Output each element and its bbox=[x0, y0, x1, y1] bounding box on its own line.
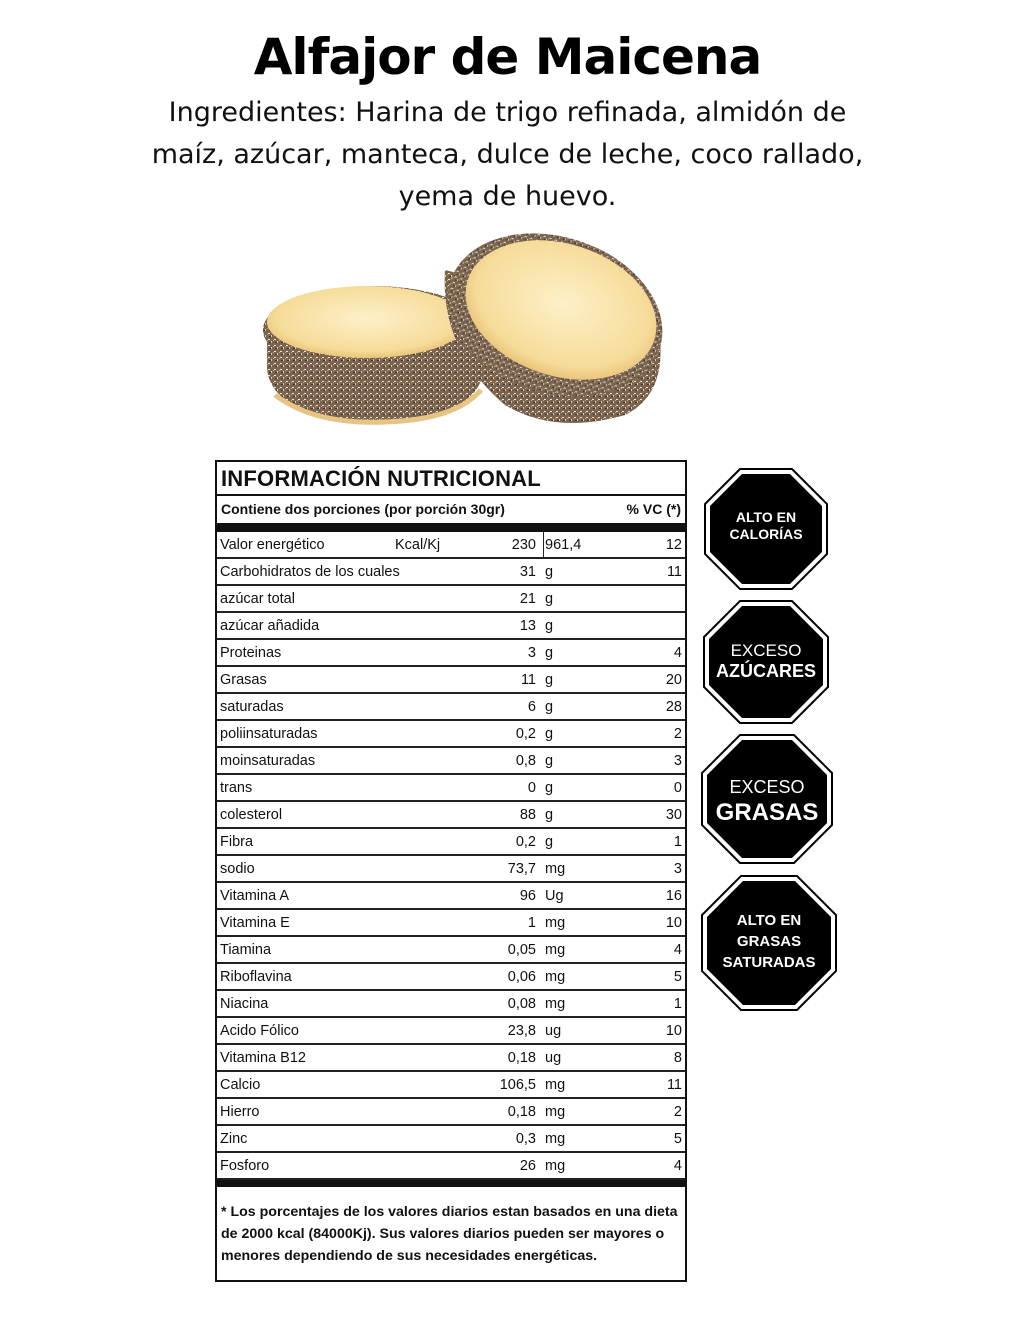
nutrient-row bbox=[217, 1018, 685, 1045]
nutrient-name: Zinc bbox=[220, 1131, 248, 1147]
nutrient-name: Vitamina E bbox=[220, 915, 290, 931]
nutrient-row bbox=[217, 694, 685, 721]
energy-divider bbox=[543, 532, 544, 559]
nutrient-value: 0,18 bbox=[507, 1104, 536, 1120]
nutrient-row bbox=[217, 802, 685, 829]
nutrient-unit: mg bbox=[545, 861, 566, 877]
nutrient-rows bbox=[217, 532, 685, 1180]
nutrient-unit: mg bbox=[545, 942, 566, 958]
serving-header bbox=[217, 496, 685, 532]
vc-header: % VC (*) bbox=[626, 501, 681, 517]
nutrient-pct: 3 bbox=[673, 861, 682, 877]
nutrient-value: 13 bbox=[519, 618, 536, 634]
seal-alto-calorias bbox=[703, 467, 829, 591]
nutrient-pct: 20 bbox=[665, 672, 682, 688]
nutrient-name: Fosforo bbox=[220, 1158, 270, 1174]
nutrient-pct: 11 bbox=[666, 1077, 682, 1093]
nutrient-name: azúcar añadida bbox=[220, 618, 320, 634]
nutrient-value: 0,8 bbox=[515, 753, 536, 769]
nutrient-value: 96 bbox=[519, 888, 536, 904]
nutrient-row bbox=[217, 613, 685, 640]
nutrient-pct: 2 bbox=[673, 1104, 682, 1120]
nutrient-name: Calcio bbox=[220, 1077, 261, 1093]
seal-exceso-grasas bbox=[700, 733, 834, 865]
nutrient-value: 73,7 bbox=[507, 861, 536, 877]
seal-calorias-line2: CALORÍAS bbox=[729, 525, 803, 542]
nutrition-panel bbox=[215, 460, 687, 1282]
nutrient-unit: mg bbox=[545, 969, 566, 985]
nutrient-value: 0,08 bbox=[507, 996, 536, 1012]
nutrient-unit: g bbox=[545, 807, 554, 823]
nutrient-unit: mg bbox=[545, 915, 566, 931]
nutrient-name: Vitamina B12 bbox=[220, 1050, 306, 1066]
energy-unit-label: Kcal/Kj bbox=[395, 537, 441, 553]
nutrient-pct: 4 bbox=[673, 1158, 682, 1174]
nutrient-row bbox=[217, 559, 685, 586]
nutrient-pct: 4 bbox=[673, 942, 682, 958]
nutrient-row bbox=[217, 1099, 685, 1126]
nutrient-unit: g bbox=[545, 591, 554, 607]
nutrient-pct: 0 bbox=[673, 780, 682, 796]
nutrient-name: Grasas bbox=[220, 672, 267, 688]
nutrient-pct: 8 bbox=[673, 1050, 682, 1066]
nutrient-row bbox=[217, 775, 685, 802]
nutrient-unit: mg bbox=[545, 1077, 566, 1093]
nutrient-value: 0,3 bbox=[515, 1131, 536, 1147]
nutrient-row bbox=[217, 964, 685, 991]
nutrient-value: 21 bbox=[519, 591, 536, 607]
nutrient-list bbox=[217, 559, 685, 1180]
nutrient-value: 0,06 bbox=[507, 969, 536, 985]
nutrient-pct: 16 bbox=[665, 888, 682, 904]
nutrient-row bbox=[217, 991, 685, 1018]
nutrient-value: 26 bbox=[519, 1158, 536, 1174]
nutrient-row bbox=[217, 586, 685, 613]
seal-exceso-azucares bbox=[702, 599, 830, 725]
nutrient-row bbox=[217, 1072, 685, 1099]
nutrient-name: saturadas bbox=[220, 699, 284, 715]
nutrient-value: 0,2 bbox=[515, 726, 536, 742]
nutrient-row bbox=[217, 640, 685, 667]
nutrient-name: Hierro bbox=[220, 1104, 260, 1120]
nutrient-unit: g bbox=[545, 564, 554, 580]
nutrient-value: 6 bbox=[527, 699, 536, 715]
nutrient-unit: mg bbox=[545, 996, 566, 1012]
nutrient-name: trans bbox=[220, 780, 253, 796]
nutrient-name: Acido Fólico bbox=[220, 1023, 299, 1039]
ingredients-text: Ingredientes: Harina de trigo refinada, almidón de maíz, azúcar, manteca, dulce de leche, coco rallado, yema de huevo. bbox=[151, 97, 864, 212]
energy-pct: 12 bbox=[665, 537, 682, 553]
seal-saturadas-line1: ALTO EN bbox=[736, 912, 802, 929]
nutrient-name: poliinsaturadas bbox=[220, 726, 318, 742]
seal-grasas-line2: GRASAS bbox=[715, 798, 819, 826]
product-title: Alfajor de Maicena bbox=[253, 28, 762, 86]
nutrient-row bbox=[217, 883, 685, 910]
nutrient-row bbox=[217, 937, 685, 964]
footnote: * Los porcentajes de los valores diarios estan basados en una dieta de 2000 kcal (84000Kj). Sus valores diarios pueden ser mayores o menores dependiendo de sus necesidades energéticas. bbox=[221, 1204, 678, 1264]
nutrient-pct: 10 bbox=[665, 915, 682, 931]
nutrient-value: 23,8 bbox=[507, 1023, 536, 1039]
nutrient-row bbox=[217, 667, 685, 694]
nutrient-unit: g bbox=[545, 753, 554, 769]
seal-saturadas-line2: GRASAS bbox=[736, 933, 802, 950]
seal-calorias-line1: ALTO EN bbox=[735, 509, 797, 525]
nutrient-pct: 11 bbox=[666, 564, 682, 580]
nutrient-value: 88 bbox=[519, 807, 536, 823]
nutrient-name: azúcar total bbox=[220, 591, 295, 607]
energy-kj: 961,4 bbox=[545, 537, 582, 553]
nutrient-pct: 1 bbox=[673, 996, 682, 1012]
nutrient-row bbox=[217, 829, 685, 856]
nutrient-unit: mg bbox=[545, 1131, 566, 1147]
nutrient-value: 1 bbox=[527, 915, 536, 931]
nutrient-unit: Ug bbox=[545, 888, 564, 904]
nutrient-pct: 1 bbox=[673, 834, 682, 850]
nutrient-unit: mg bbox=[545, 1104, 566, 1120]
nutrient-unit: g bbox=[545, 618, 554, 634]
nutrient-row bbox=[217, 856, 685, 883]
seal-azucares-line2: AZÚCARES bbox=[715, 661, 816, 682]
nutrient-name: Riboflavina bbox=[220, 969, 292, 985]
nutrient-name: Fibra bbox=[220, 834, 254, 850]
nutrient-unit: g bbox=[545, 645, 554, 661]
nutrient-unit: g bbox=[545, 780, 554, 796]
nutrient-name: Tiamina bbox=[220, 942, 272, 958]
nutrient-value: 0,18 bbox=[507, 1050, 536, 1066]
nutrient-unit: g bbox=[545, 672, 554, 688]
nutrient-value: 3 bbox=[527, 645, 536, 661]
nutrient-value: 0,2 bbox=[515, 834, 536, 850]
nutrient-name: Proteinas bbox=[220, 645, 282, 661]
nutrient-pct: 30 bbox=[665, 807, 682, 823]
nutrient-row bbox=[217, 748, 685, 775]
energy-name: Valor energético bbox=[220, 537, 325, 553]
nutrient-pct: 3 bbox=[673, 753, 682, 769]
serving-text: Contiene dos porciones (por porción 30gr) bbox=[221, 501, 505, 517]
nutrient-unit: g bbox=[545, 726, 554, 742]
nutrient-value: 11 bbox=[520, 672, 536, 688]
nutrient-row bbox=[217, 1045, 685, 1072]
alfajores-photo bbox=[255, 230, 675, 430]
nutrient-pct: 10 bbox=[665, 1023, 682, 1039]
seal-azucares-line1: EXCESO bbox=[730, 641, 802, 660]
nutrient-name: Carbohidratos de los cuales bbox=[220, 564, 400, 580]
nutrient-value: 31 bbox=[519, 564, 536, 580]
nutrient-pct: 2 bbox=[673, 726, 682, 742]
energy-kcal: 230 bbox=[511, 537, 536, 553]
nutrient-name: colesterol bbox=[220, 807, 283, 823]
nutrient-unit: g bbox=[545, 834, 554, 850]
nutrient-row bbox=[217, 1153, 685, 1180]
nutrient-value: 0 bbox=[527, 780, 536, 796]
seal-grasas-line1: EXCESO bbox=[729, 777, 805, 797]
nutrient-value: 106,5 bbox=[499, 1077, 536, 1093]
nutrient-name: sodio bbox=[220, 861, 255, 877]
nutrient-unit: ug bbox=[545, 1050, 562, 1066]
nutrient-name: Vitamina A bbox=[220, 888, 290, 904]
nutrient-unit: mg bbox=[545, 1158, 566, 1174]
nutrition-title: INFORMACIÓN NUTRICIONAL bbox=[217, 462, 685, 496]
nutrient-name: moinsaturadas bbox=[220, 753, 316, 769]
energy-row bbox=[217, 532, 685, 559]
nutrient-pct: 5 bbox=[673, 969, 682, 985]
nutrient-unit: g bbox=[545, 699, 554, 715]
seal-alto-saturadas bbox=[700, 874, 838, 1012]
nutrient-unit: ug bbox=[545, 1023, 562, 1039]
nutrient-value: 0,05 bbox=[507, 942, 536, 958]
nutrient-row bbox=[217, 1126, 685, 1153]
nutrient-row bbox=[217, 910, 685, 937]
nutrient-row bbox=[217, 721, 685, 748]
seal-saturadas-line3: SATURADAS bbox=[722, 954, 816, 971]
nutrient-pct: 28 bbox=[665, 699, 682, 715]
nutrient-pct: 4 bbox=[673, 645, 682, 661]
nutrient-name: Niacina bbox=[220, 996, 269, 1012]
nutrient-pct: 5 bbox=[673, 1131, 682, 1147]
